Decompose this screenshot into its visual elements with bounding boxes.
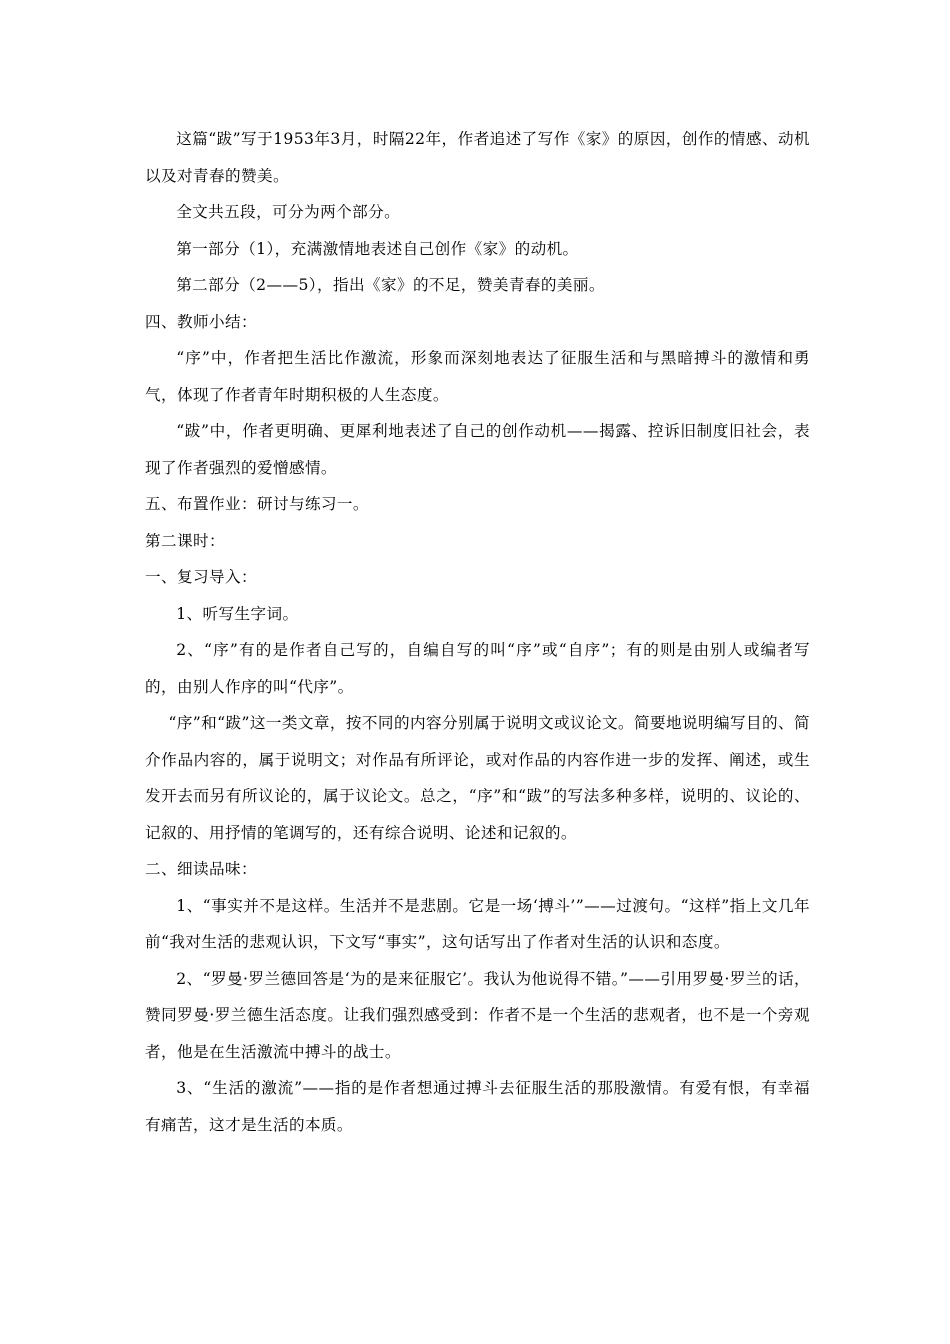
paragraph-structure: 全文共五段，可分为两个部分。 — [176, 203, 401, 221]
section-heading-teacher-summary: 四、教师小结： — [145, 312, 257, 331]
list-item-reading-one: 1、“事实并不是这样。生活并不是悲剧。它是一场‘搏斗’”——过渡句。“这样”指上文几年前“我对生活的悲观认识，下文写“事实”，这句话写出了作者对生活的认识和态度。 — [145, 896, 810, 951]
section-heading-review: 一、复习导入： — [145, 568, 257, 586]
list-item-preface-types: 2、“序”有的是作者自己写的，自编自写的叫“序”或“自序”；有的则是由别人或编者写的，由别人作序的叫“代序”。 — [145, 641, 810, 696]
lesson-heading-second: 第二课时： — [145, 531, 225, 550]
list-item-reading-three: 3、“生活的激流”——指的是作者想通过搏斗去征服生活的那股激情。有爱有恨，有幸福有痛苦，这才是生活的本质。 — [145, 1079, 810, 1134]
paragraph-part-one: 第一部分（1），充满激情地表述自己创作《家》的动机。 — [176, 239, 579, 258]
list-item-reading-two: 2、“罗曼·罗兰德回答是‘为的是来征服它’。我认为他说得不错。”——引用罗曼·罗兰的话，赞同罗曼·罗兰德生活态度。让我们强烈感受到：作者不是一个生活的悲观者，也不是一个旁观者，他是在生活激流中搏斗的战士。 — [145, 969, 810, 1061]
paragraph-genre-explanation: “序”和“跋”这一类文章，按不同的内容分别属于说明文或议论文。简要地说明编写目的、简介作品内容的，属于说明文；对作品有所评论，或对作品的内容作进一步的发挥、阐述，或生发开去而另有所议论的，属于议论文。总之，“序”和“跋”的写法多种多样，说明的、议论的、记叙的、用抒情的笔调写的，还有综合说明、论述和记叙的。 — [145, 714, 810, 842]
paragraph-summary-postscript: “跋”中，作者更明确、更犀利地表述了自己的创作动机——揭露、控诉旧制度旧社会，表现了作者强烈的爱憎感情。 — [145, 422, 810, 477]
section-heading-homework: 五、布置作业：研讨与练习一。 — [145, 495, 369, 513]
paragraph-part-two: 第二部分（2——5），指出《家》的不足，赞美青春的美丽。 — [176, 276, 605, 294]
list-item-dictation: 1、听写生字词。 — [176, 604, 299, 623]
paragraph-ba-intro: 这篇“跋”写于1953年3月，时隔22年，作者追述了写作《家》的原因，创作的情感、动机以及对青春的赞美。 — [145, 130, 810, 185]
document-body — [145, 121, 810, 1143]
section-heading-close-reading: 二、细读品味： — [145, 860, 257, 878]
paragraph-summary-preface: “序”中，作者把生活比作激流，形象而深刻地表达了征服生活和与黑暗搏斗的激情和勇气，体现了作者青年时期积极的人生态度。 — [145, 349, 810, 404]
